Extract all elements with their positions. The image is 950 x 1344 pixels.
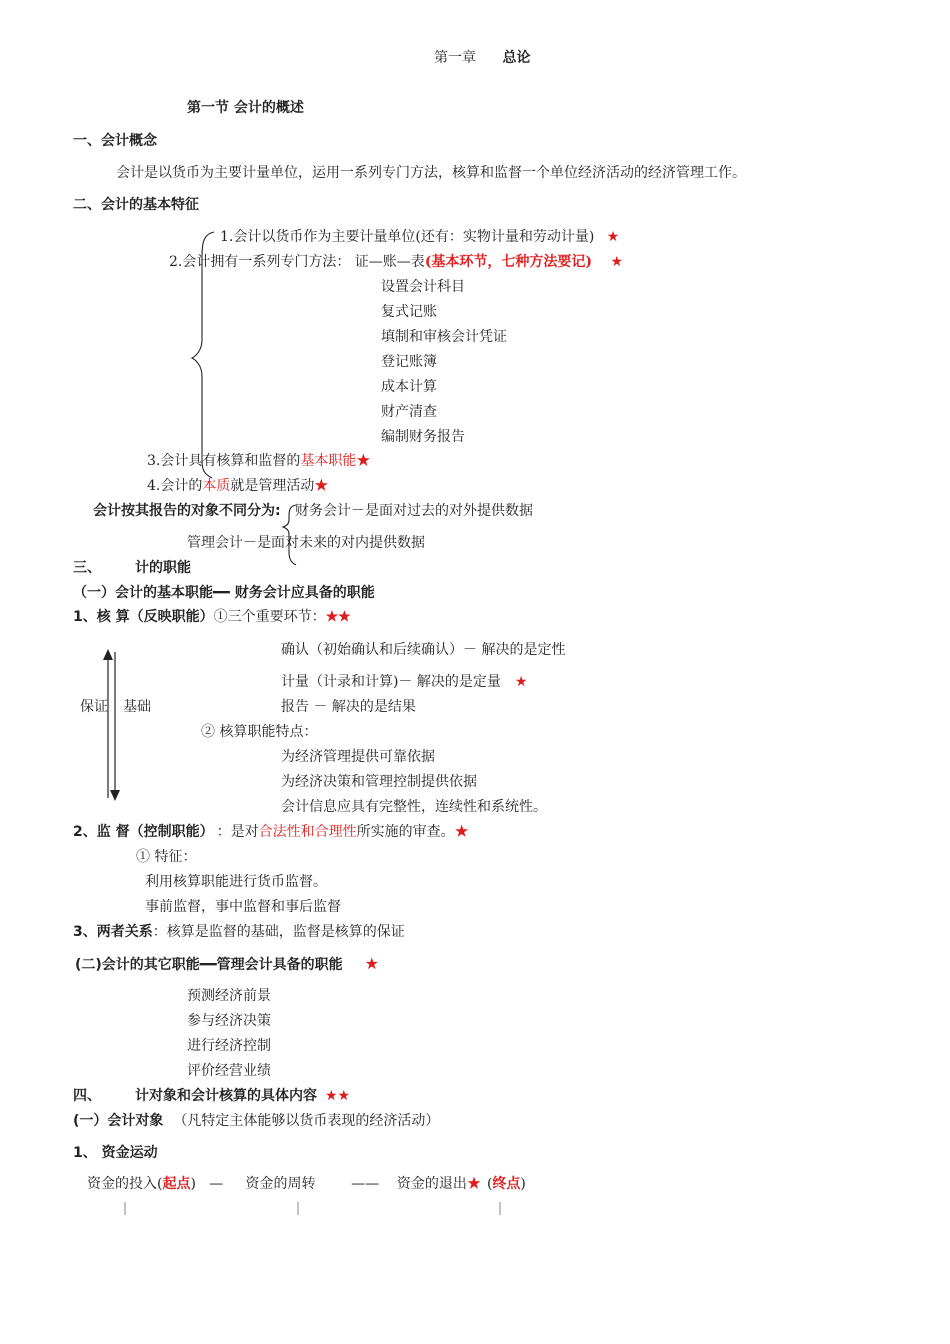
supervision-sub-item: 利用核算职能进行货币监督。 xyxy=(145,874,327,890)
method-item: 财产清查 xyxy=(381,404,437,420)
arrow-up-head xyxy=(103,649,113,660)
feature-3-emphasis: 基本职能 xyxy=(300,453,357,469)
other-function-item: 参与经济决策 xyxy=(187,1013,271,1029)
accounting-item-title: 1、核 算（反映职能） xyxy=(73,609,214,625)
supervision-sub-title: ① 特征： xyxy=(136,849,197,865)
fund-flow-start: 起点 xyxy=(162,1176,191,1192)
feature-2-text: 2.会计拥有一系列专门方法： 证—账—表 xyxy=(169,254,425,270)
fund-flow-paren-close: ) xyxy=(520,1176,526,1192)
brace-large xyxy=(192,232,214,478)
heading-number: 四、 xyxy=(73,1088,101,1104)
method-item: 登记账簿 xyxy=(381,354,437,370)
star-icon: ★ xyxy=(314,478,329,494)
feature-1-text: 1.会计以货币作为主要计量单位(还有：实物计量和劳动计量) xyxy=(220,229,595,245)
supervision-text: ：是对 xyxy=(216,824,259,840)
accounting-feature: 为经济管理提供可靠依据 xyxy=(281,749,435,765)
relationship-text: ：核算是监督的基础，监督是核算的保证 xyxy=(152,924,405,940)
concept-text: 会计是以货币为主要计量单位，运用一系列专门方法，核算和监督一个单位经济活动的经济管理工作。 xyxy=(116,165,746,181)
star-icon: ★ xyxy=(606,229,620,245)
method-item: 填制和审核会计凭证 xyxy=(381,329,507,345)
fund-flow-paren: ( xyxy=(486,1176,493,1192)
method-item: 复式记账 xyxy=(381,304,437,320)
report-label: 会计按其报告的对象不同分为: xyxy=(93,503,281,519)
supervision-title: 2、监 督（控制职能） xyxy=(73,824,207,840)
accounting-feature: 为经济决策和管理控制提供依据 xyxy=(281,774,477,790)
heading-features: 二、会计的基本特征 xyxy=(73,197,199,213)
star-icon: ★ xyxy=(364,954,379,973)
star-icon: ★ xyxy=(356,453,371,469)
star-icon: ★★ xyxy=(325,609,351,625)
feature-3-text: 3.会计具有核算和监督的 xyxy=(147,453,301,469)
step-measure-text: 计量（计录和计算)－ 解决的是定量 xyxy=(281,674,501,690)
basis-label: 基础 xyxy=(123,699,151,715)
feature-4-text: 4.会计的 xyxy=(147,478,203,494)
management-accounting: 管理会计－是面对未来的对内提供数据 xyxy=(187,535,425,551)
star-icon: ★ xyxy=(514,674,528,690)
financial-accounting: 财务会计－是面对过去的对外提供数据 xyxy=(295,503,533,519)
step-report: 报告 － 解决的是结果 xyxy=(281,699,416,715)
star-icon: ★ xyxy=(466,1176,481,1192)
star-icon: ★ xyxy=(454,824,469,840)
fund-flow-text-mid: ) — 资金的周转 —— 资金的退出 xyxy=(190,1176,467,1192)
basic-functions-title: （一）会计的基本职能━━ 财务会计应具备的职能 xyxy=(73,585,375,601)
method-item: 设置会计科目 xyxy=(381,279,465,295)
relationship-title: 3、两者关系 xyxy=(73,924,153,940)
brace-small xyxy=(283,505,296,565)
chapter-name: 总论 xyxy=(502,50,531,66)
star-icon: ★ xyxy=(610,254,624,270)
star-icon: ★★ xyxy=(325,1088,351,1104)
other-function-item: 预测经济前景 xyxy=(187,988,271,1004)
accounting-feature: 会计信息应具有完整性，连续性和系统性。 xyxy=(281,799,547,815)
accounting-item-sub: ①三个重要环节： xyxy=(213,609,326,625)
supervision-emphasis: 合法性和合理性 xyxy=(258,824,357,840)
supervision-sub-item: 事前监督，事中监督和事后监督 xyxy=(145,899,341,915)
chapter-prefix: 第一章 xyxy=(434,50,476,66)
feature-2-emphasis: (基本环节，七种方法要记) xyxy=(424,254,593,270)
accounting-features-title: ② 核算职能特点： xyxy=(201,724,318,740)
heading-number: 三、 xyxy=(73,560,101,576)
supervision-text-end: 所实施的审查。 xyxy=(356,824,455,840)
accounting-object-heading: (一）会计对象 xyxy=(73,1113,164,1129)
heading-text: 计对象和会计核算的具体内容 xyxy=(135,1088,317,1104)
fund-flow-text: 资金的投入( xyxy=(87,1176,163,1192)
heading-text: 计的职能 xyxy=(135,560,191,576)
method-item: 成本计算 xyxy=(381,379,437,395)
accounting-object-note: （凡特定主体能够以货币表现的经济活动） xyxy=(173,1113,440,1129)
other-function-item: 进行经济控制 xyxy=(187,1038,271,1054)
fund-movement-title: 1、 资金运动 xyxy=(73,1145,158,1161)
step-confirm: 确认（初始确认和后续确认）－ 解决的是定性 xyxy=(281,642,566,658)
guarantee-label: 保证 xyxy=(80,699,108,715)
other-function-item: 评价经营业绩 xyxy=(187,1063,271,1079)
heading-concept: 一、会计概念 xyxy=(73,133,157,149)
section-title: 第一节 会计的概述 xyxy=(187,100,304,116)
method-item: 编制财务报告 xyxy=(381,429,465,445)
other-functions-text: (二)会计的其它职能━━管理会计具备的职能 xyxy=(75,957,343,973)
feature-4-text-end: 就是管理活动 xyxy=(230,478,315,494)
fund-flow-end: 终点 xyxy=(492,1176,521,1192)
arrow-down-head xyxy=(110,790,120,801)
feature-4-emphasis: 本质 xyxy=(202,478,231,494)
